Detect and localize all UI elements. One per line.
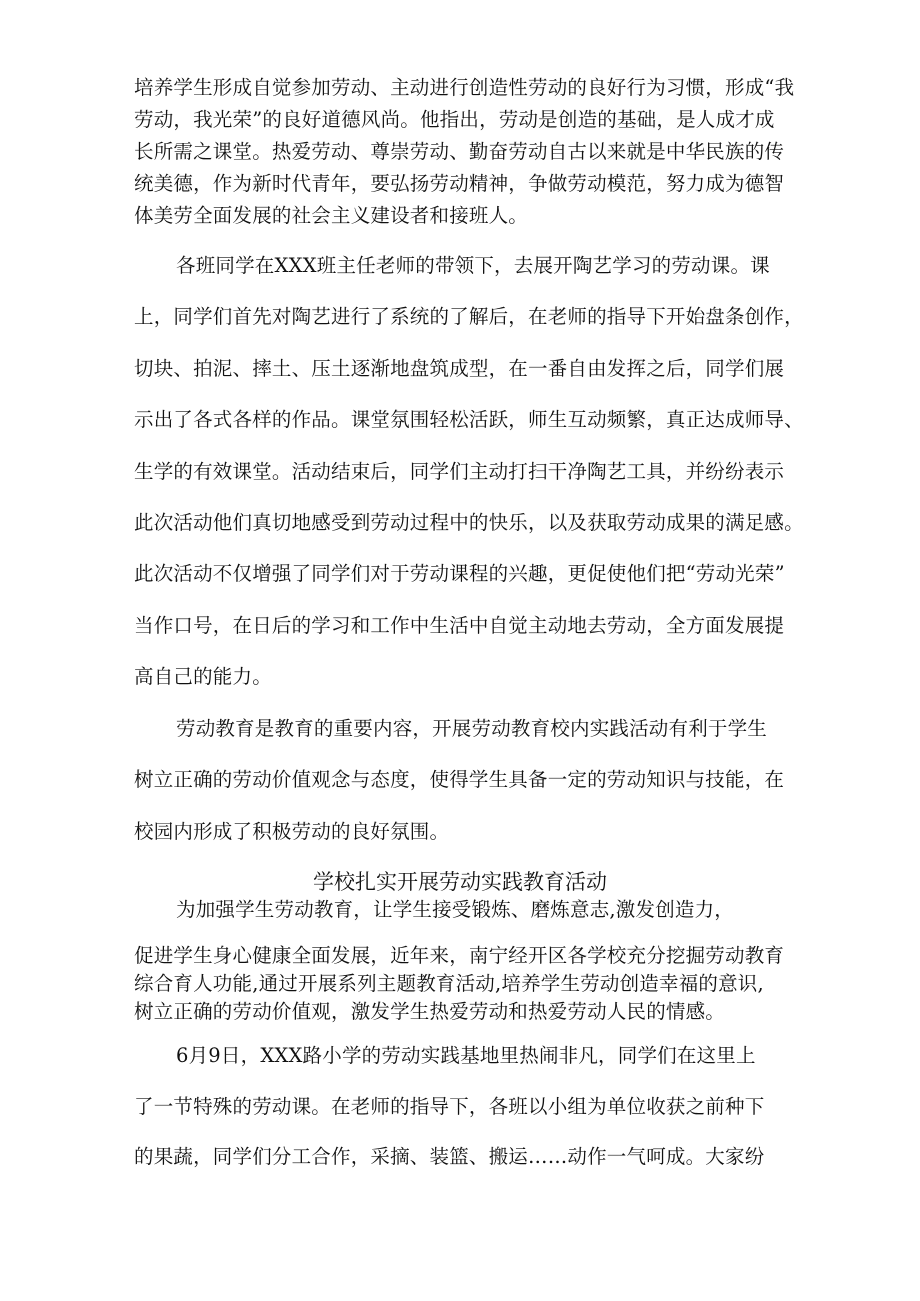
text-line: 此次活动不仅增强了同学们对于劳动课程的兴趣，更促使他们把“劳动光荣” bbox=[134, 562, 785, 585]
text-line: 上，同学们首先对陶艺进行了系统的了解后，在老师的指导下开始盘条创作， bbox=[134, 305, 804, 328]
text-line: 劳动，我光荣”的良好道德风尚。他指出，劳动是创造的基础，是人成才成 bbox=[134, 108, 775, 131]
text-line: 示出了各式各样的作品。课堂氛围轻松活跃，师生互动频繁，真正达成师导、 bbox=[134, 408, 804, 431]
text-line: 校园内形成了积极劳动的良好氛围。 bbox=[134, 820, 450, 843]
text-line: 切块、拍泥、摔土、压土逐渐地盘筑成型，在一番自由发挥之后，同学们展 bbox=[134, 357, 785, 380]
text-line: 6月9日，XXX路小学的劳动实践基地里热闹非凡，同学们在这里上 bbox=[176, 1044, 756, 1067]
text-line: 体美劳全面发展的社会主义建设者和接班人。 bbox=[134, 204, 529, 227]
text-line: 促进学生身心健康全面发展，近年来，南宁经开区各学校充分挖掘劳动教育 bbox=[134, 944, 785, 967]
text-line: 统美德，作为新时代青年，要弘扬劳动精神，争做劳动模范，努力成为德智 bbox=[134, 172, 785, 195]
text-line: 了一节特殊的劳动课。在老师的指导下，各班以小组为单位收获之前种下 bbox=[134, 1095, 765, 1118]
text-line: 劳动教育是教育的重要内容，开展劳动教育校内实践活动有利于学生 bbox=[176, 717, 768, 740]
text-line: 为加强学生劳动教育，让学生接受锻炼、磨炼意志,激发创造力， bbox=[176, 898, 734, 921]
text-line: 长所需之课堂。热爱劳动、尊崇劳动、勤奋劳动自古以来就是中华民族的传 bbox=[134, 140, 785, 163]
text-line: 高自己的能力。 bbox=[134, 665, 272, 688]
text-line: 综合育人功能,通过开展系列主题教育活动,培养学生劳动创造幸福的意识, bbox=[134, 972, 764, 995]
text-line: 生学的有效课堂。活动结束后，同学们主动打扫干净陶艺工具，并纷纷表示 bbox=[134, 460, 785, 483]
text-line: 此次活动他们真切地感受到劳动过程中的快乐，以及获取劳动成果的满足感。 bbox=[134, 511, 804, 534]
text-line: 的果蔬，同学们分工合作，采摘、装篮、搬运……动作一气呵成。大家纷 bbox=[134, 1145, 765, 1168]
text-line: 树立正确的劳动价值观念与态度，使得学生具备一定的劳动知识与技能，在 bbox=[134, 768, 785, 791]
text-line: 当作口号，在日后的学习和工作中生活中自觉主动地去劳动，全方面发展提 bbox=[134, 614, 785, 637]
article-title: 学校扎实开展劳动实践教育活动 bbox=[313, 870, 607, 894]
text-line: 各班同学在XXX班主任老师的带领下，去展开陶艺学习的劳动课。课 bbox=[176, 254, 770, 277]
text-line: 树立正确的劳动价值观，激发学生热爱劳动和热爱劳动人民的情感。 bbox=[134, 1000, 726, 1023]
text-line: 培养学生形成自觉参加劳动、主动进行创造性劳动的良好行为习惯，形成“我 bbox=[134, 76, 795, 99]
